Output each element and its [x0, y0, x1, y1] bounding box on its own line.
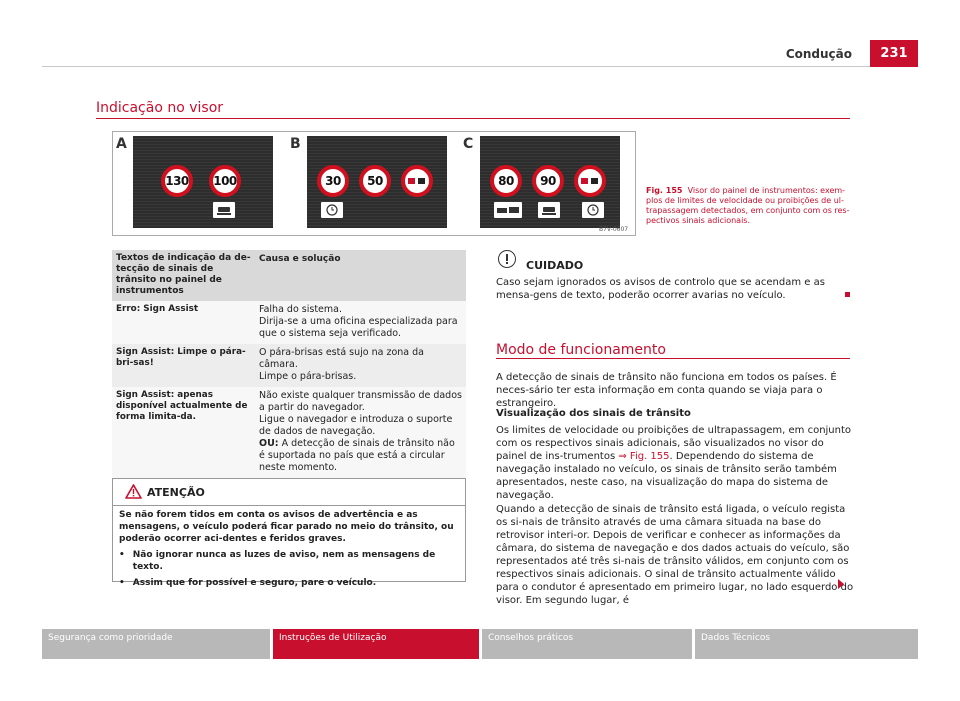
warning-text: Se não forem tidos em conta os avisos de advertência e as mensagens, o veículo poderá ficar parado no meio do trânsito, ou poderão ocorrer aci-dentes e feridos graves.	[119, 510, 454, 544]
figure-155	[112, 131, 636, 236]
solution-text: Dirija-se a uma oficina especializada para que o sistema seja verificado.	[259, 316, 458, 339]
table-row	[112, 344, 466, 387]
speed-sign-30: 30	[317, 165, 349, 197]
bullet-icon: •	[119, 550, 125, 560]
cause-solution-cell	[255, 344, 466, 387]
paragraph-2: Quando a detecção de sinais de trânsito está ligada, o veículo regista os si-nais de trânsito através de uma câmara situada na base do retrovisor interi-or. Depois de verificar e conhecer as informações da câmara, do sistema de navegação e dos dados actuais do veículo, são representados até três si-nais de trânsito válidos, em conjunto com os respectivos sinais adicionais. O sinal de trânsito actualmente válido para o condutor é apresentado em primeiro lugar, no lado esquerdo do visor. Em segundo lugar, é	[496, 504, 854, 606]
panel-letter-b: B	[290, 136, 301, 152]
footer-tab-technical-data[interactable]	[695, 629, 918, 659]
end-marker-icon	[845, 292, 850, 297]
alternative-text	[259, 438, 463, 474]
footer-tab-tips[interactable]	[482, 629, 692, 659]
figure-caption-label: Fig. 155	[646, 186, 683, 195]
table-row	[112, 387, 466, 478]
warning-bullet	[119, 577, 459, 589]
footer-tab-label: Instruções de Utilização	[279, 633, 387, 643]
figure-reference: B7V-0607	[599, 226, 629, 233]
bullet-icon: •	[119, 578, 125, 588]
table-header-cell: Causa e solução	[255, 250, 466, 301]
caution-title: CUIDADO	[526, 259, 584, 272]
additional-sign-wet-icon	[213, 202, 235, 218]
page-number: 231	[870, 40, 918, 67]
bullet-text: Assim que for possível e seguro, pare o veículo.	[132, 578, 377, 588]
table-row	[112, 301, 466, 344]
table-header-cell: Textos de indicação da de-tecção de sinais de trânsito no painel de instrumentos	[112, 250, 255, 301]
message-text-cell: Sign Assist: Limpe o pára-bri-sas!	[112, 344, 255, 387]
warning-bullet	[119, 549, 459, 573]
figure-link[interactable]: ⇒ Fig. 155	[618, 451, 670, 462]
panel-a	[133, 136, 273, 228]
figure-caption-text: Visor do painel de instrumentos: exem-plos de limites de velocidade ou proibições de ul-trapassagem detectados, em conjunto com os res-pectivos sinais adicionais.	[646, 186, 850, 225]
speed-sign-90: 90	[532, 165, 564, 197]
warning-title: ATENÇÃO	[147, 486, 205, 499]
chapter-title: Condução	[785, 47, 852, 61]
additional-sign-wet-icon	[538, 202, 560, 218]
alternative-label: OU:	[259, 438, 279, 449]
panel-b	[307, 136, 447, 228]
alternative-body: A detecção de sinais de trânsito não é suportada no país que está a circular neste momento.	[259, 438, 455, 473]
warning-body	[119, 509, 459, 593]
section-title-display: Indicação no visor	[96, 100, 224, 116]
footer-tab-label: Conselhos práticos	[488, 633, 574, 643]
cause-solution-cell	[255, 387, 466, 478]
bullet-text: Não ignorar nunca as luzes de aviso, nem as mensagens de texto.	[132, 550, 436, 572]
cause-text: O pára-brisas está sujo na zona da câmara.	[259, 347, 424, 370]
panel-c	[480, 136, 620, 228]
footer-tab-instructions[interactable]	[273, 629, 479, 659]
message-text-cell: Sign Assist: apenas disponível actualmente de forma limita-da.	[112, 387, 255, 478]
continue-arrow-icon	[838, 579, 844, 589]
warning-header	[113, 479, 465, 506]
footer-tab-label: Dados Técnicos	[701, 633, 771, 643]
speed-sign-80: 80	[490, 165, 522, 197]
additional-sign-trailer-icon	[494, 202, 522, 218]
additional-sign-clock-icon	[321, 202, 343, 218]
section-title-operation: Modo de funcionamento	[496, 342, 666, 358]
table-header-row	[112, 250, 466, 301]
solution-text: Limpe o pára-brisas.	[259, 371, 357, 382]
footer-tab-label: Segurança como prioridade	[48, 633, 173, 643]
warning-box	[112, 478, 466, 588]
panel-letter-a: A	[116, 136, 127, 152]
speed-sign-100: 100	[209, 165, 241, 197]
caution-text: Caso sejam ignorados os avisos de controlo que se acendam e as mensa-gens de texto, poderão ocorrer avarias no veículo.	[496, 277, 825, 301]
solution-text: Ligue o navegador e introduza o suporte de dados de navegação.	[259, 414, 453, 437]
display-messages-table	[112, 250, 466, 478]
speed-sign-50: 50	[359, 165, 391, 197]
warning-triangle-icon	[125, 484, 142, 499]
no-overtaking-sign-icon	[574, 165, 606, 197]
caution-icon	[498, 250, 516, 268]
section-rule	[496, 358, 850, 359]
additional-sign-clock-icon	[582, 202, 604, 218]
message-text-cell: Erro: Sign Assist	[112, 301, 255, 344]
subheading: Visualização dos sinais de trânsito	[496, 408, 691, 419]
paragraph-1-text: Os limites de velocidade ou proibições de ultrapassagem, em conjunto com os respectivos sinais adicionais, são visualizados no visor do painel de ins-trumentos	[496, 425, 852, 462]
footer-tab-safety[interactable]	[42, 629, 270, 659]
speed-sign-130: 130	[161, 165, 193, 197]
figure-caption	[646, 186, 856, 226]
paragraph-1	[496, 424, 854, 502]
header-rule	[42, 66, 914, 67]
intro-paragraph: A detecção de sinais de trânsito não funciona em todos os países. É neces-sário ter esta informação em conta quando se viaja para o estrangeiro.	[496, 372, 837, 409]
panel-letter-c: C	[463, 136, 474, 152]
cause-text: Falha do sistema.	[259, 304, 342, 315]
cause-solution-cell	[255, 301, 466, 344]
cause-text: Não existe qualquer transmissão de dados a partir do navegador.	[259, 390, 462, 413]
section-rule	[96, 118, 850, 119]
no-overtaking-sign-icon	[401, 165, 433, 197]
paragraph-1-text-cont: . Dependendo do sistema de navegação instalado no veículo, os sinais de trânsito serão também apresentados, neste caso, na visualização do mapa do sistema de navegação.	[496, 451, 837, 501]
